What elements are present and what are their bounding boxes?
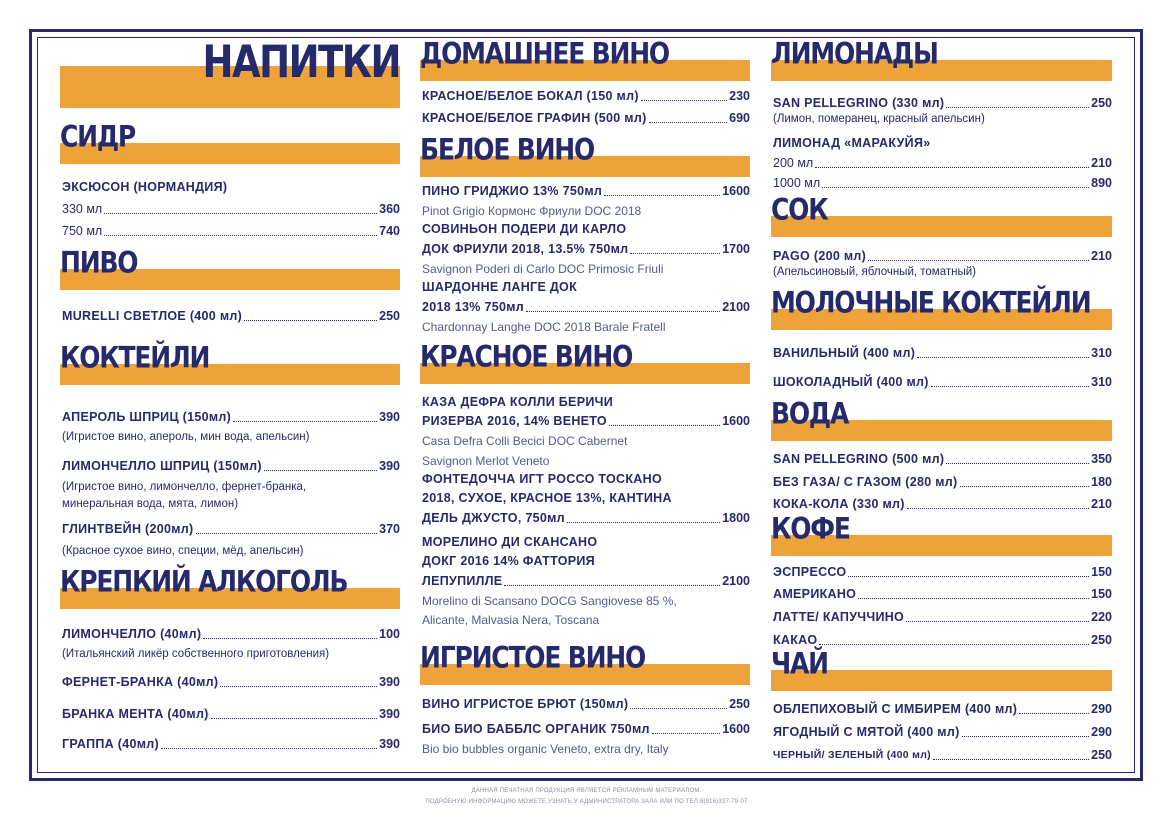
menu-item	[773, 96, 1112, 111]
menu-item	[422, 574, 750, 589]
menu-item	[62, 202, 400, 217]
menu-item	[422, 242, 750, 257]
item-price: 740	[379, 224, 400, 238]
menu-item	[422, 697, 750, 712]
item-price: 390	[379, 737, 400, 751]
section-title-lemonades: ЛИМОНАДЫ	[771, 36, 938, 71]
menu-item	[773, 176, 1112, 191]
menu-item	[422, 722, 750, 737]
item-label-line: СОВИНЬОН ПОДЕРИ ДИ КАРЛО	[422, 222, 627, 236]
item-description: (Игристое вино, апероль, мин вода, апельсин)	[62, 431, 310, 443]
item-price: 290	[1091, 725, 1112, 739]
menu-item	[422, 511, 750, 526]
item-label: SAN PELLEGRINO (330 мл)	[773, 96, 945, 110]
menu-item	[62, 522, 400, 537]
item-label: 1000 мл	[773, 176, 821, 190]
menu-item	[773, 346, 1112, 361]
item-description: (Лимон, померанец, красный апельсин)	[773, 113, 985, 125]
menu-item	[773, 475, 1112, 490]
item-price: 210	[1091, 497, 1112, 511]
footer-disclaimer: ДАННАЯ ПЕЧАТНАЯ ПРОДУКЦИЯ ЯВЛЯЕТСЯ РЕКЛАМНЫМ МАТЕРИАЛОМ.	[471, 788, 702, 794]
item-label: 2018 13% 750мл	[422, 300, 525, 314]
item-description: (Итальянский ликёр собственного приготовления)	[62, 648, 330, 660]
item-label: ФЕРНЕТ-БРАНКА (40мл)	[62, 675, 219, 689]
menu-item	[422, 111, 750, 126]
item-price: 1600	[722, 414, 750, 428]
item-label-line: КАЗА ДЕФРА КОЛЛИ БЕРИЧИ	[422, 395, 613, 409]
item-label: АПЕРОЛЬ ШПРИЦ (150мл)	[62, 410, 232, 424]
menu-item	[773, 748, 1112, 763]
item-label: ДЕЛЬ ДЖУСТО, 750мл	[422, 511, 565, 525]
menu-item	[422, 414, 750, 429]
item-latin-name: Bio bio bubbles organic Veneto, extra dry, Italy	[422, 742, 669, 756]
section-title-cider: СИДР	[60, 119, 136, 154]
section-title-sparkling: ИГРИСТОЕ ВИНО	[420, 640, 646, 675]
item-price: 690	[729, 111, 750, 125]
item-label: ЭСПРЕССО	[773, 565, 847, 579]
item-label: КРАСНОЕ/БЕЛОЕ БОКАЛ (150 мл)	[422, 89, 639, 103]
menu-item	[62, 224, 400, 239]
section-title-juice: СОК	[771, 192, 828, 227]
item-price: 230	[729, 89, 750, 103]
item-price: 1800	[722, 511, 750, 525]
item-description: (Апельсиновый, яблочный, томатный)	[773, 266, 976, 278]
menu-item	[773, 375, 1112, 390]
item-price: 390	[379, 675, 400, 689]
item-latin-name: Savignon Merlot Veneto	[422, 454, 550, 468]
menu-item	[773, 249, 1112, 264]
section-title-coffee: КОФЕ	[771, 511, 850, 546]
item-label: ПИНО ГРИДЖИО 13% 750мл	[422, 184, 603, 198]
menu-item	[62, 737, 400, 752]
section-title-water: ВОДА	[771, 396, 849, 431]
item-latin-name: Pinot Grigio Кормонс Фриули DOC 2018	[422, 204, 642, 218]
item-latin-name: Savignon Poderi di Carlo DOC Primosic Friuli	[422, 262, 664, 276]
item-description: (Красное сухое вино, специи, мёд, апельсин)	[62, 545, 304, 557]
item-label: ЧЕРНЫЙ/ ЗЕЛЕНЫЙ (400 мл)	[773, 749, 931, 761]
item-label: 750 мл	[62, 224, 103, 238]
item-price: 1700	[722, 242, 750, 256]
item-label: PAGO (200 мл)	[773, 249, 867, 263]
menu-item	[773, 497, 1112, 512]
menu-item	[62, 459, 400, 474]
item-label: 330 мл	[62, 202, 103, 216]
item-label-line: МОРЕЛИНО ДИ СКАНСАНО	[422, 535, 598, 549]
section-title-house-wine: ДОМАШНЕЕ ВИНО	[420, 36, 669, 71]
item-price: 150	[1091, 587, 1112, 601]
menu-item	[422, 89, 750, 104]
item-price: 390	[379, 410, 400, 424]
item-label: БЕЗ ГАЗА/ С ГАЗОМ (280 мл)	[773, 475, 958, 489]
item-label: ЛЕПУПИЛЛЕ	[422, 574, 503, 588]
item-label: ВАНИЛЬНЫЙ (400 мл)	[773, 346, 916, 360]
item-price: 360	[379, 202, 400, 216]
item-price: 2100	[722, 300, 750, 314]
item-price: 390	[379, 707, 400, 721]
item-label-line: ФОНТЕДОЧЧА ИГТ РОССО ТОСКАНО	[422, 472, 662, 486]
item-label: ЛАТТЕ/ КАПУЧЧИНО	[773, 610, 905, 624]
item-label-line: ШАРДОННЕ ЛАНГЕ ДОК	[422, 280, 578, 294]
page-title: НАПИТКИ	[202, 36, 400, 88]
item-label: ЛИМОНЧЕЛЛО (40мл)	[62, 627, 202, 641]
item-label-line: 2018, СУХОЕ, КРАСНОЕ 13%, КАНТИНА	[422, 491, 672, 505]
section-title-white-wine: БЕЛОЕ ВИНО	[420, 132, 595, 167]
item-label: КОКА-КОЛА (330 мл)	[773, 497, 905, 511]
item-label: MURELLI СВЕТЛОЕ (400 мл)	[62, 309, 243, 323]
item-label: ГРАППА (40мл)	[62, 737, 159, 751]
menu-item	[773, 156, 1112, 171]
item-label: КАКАО	[773, 633, 818, 647]
item-label: ОБЛЕПИХОВЫЙ С ИМБИРЕМ (400 мл)	[773, 702, 1018, 716]
item-price: 390	[379, 459, 400, 473]
item-label: ЛИМОНЧЕЛЛО ШПРИЦ (150мл)	[62, 459, 262, 473]
item-label: ВИНО ИГРИСТОЕ БРЮТ (150мл)	[422, 697, 629, 711]
item-label: КРАСНОЕ/БЕЛОЕ ГРАФИН (500 мл)	[422, 111, 647, 125]
item-price: 150	[1091, 565, 1112, 579]
item-latin-name: Chardonnay Langhe DOC 2018 Barale Fratell	[422, 320, 666, 334]
item-price: 250	[379, 309, 400, 323]
item-label: ШОКОЛАДНЫЙ (400 мл)	[773, 375, 929, 389]
item-price: 250	[729, 697, 750, 711]
item-price: 1600	[722, 184, 750, 198]
section-title-tea: ЧАЙ	[771, 646, 828, 681]
item-label-line: ЛИМОНАД «МАРАКУЙЯ»	[773, 136, 931, 150]
item-price: 310	[1091, 346, 1112, 360]
item-price: 310	[1091, 375, 1112, 389]
menu-item	[62, 675, 400, 690]
item-label: РИЗЕРВА 2016, 14% ВЕНЕТО	[422, 414, 607, 428]
item-label: 200 мл	[773, 156, 814, 170]
item-price: 250	[1091, 748, 1112, 762]
item-price: 250	[1091, 96, 1112, 110]
item-price: 220	[1091, 610, 1112, 624]
menu-item	[62, 410, 400, 425]
menu-item	[773, 610, 1112, 625]
section-title-red-wine: КРАСНОЕ ВИНО	[420, 339, 633, 374]
menu-item	[62, 309, 400, 324]
menu-item	[422, 184, 750, 199]
item-description: (Игристое вино, лимончелло, фернет-бранка,	[62, 481, 307, 493]
menu-item	[773, 565, 1112, 580]
menu-item	[62, 627, 400, 642]
item-label: ДОК ФРИУЛИ 2018, 13.5% 750мл	[422, 242, 629, 256]
item-price: 890	[1091, 176, 1112, 190]
item-price: 250	[1091, 633, 1112, 647]
menu-item	[62, 707, 400, 722]
item-label-line: ДОКГ 2016 14% ФАТТОРИЯ	[422, 554, 595, 568]
cider-item-name: ЭКСЮСОН (НОРМАНДИЯ)	[62, 180, 228, 194]
item-price: 180	[1091, 475, 1112, 489]
item-price: 290	[1091, 702, 1112, 716]
menu-item	[773, 587, 1112, 602]
item-label: БИО БИО БАББЛС ОРГАНИК 750мл	[422, 722, 650, 736]
item-latin-name: Morelino di Scansano DOCG Sangiovese 85 %,	[422, 594, 677, 608]
menu-item	[773, 452, 1112, 467]
section-title-strong: КРЕПКИЙ АЛКОГОЛЬ	[60, 564, 348, 599]
item-label: ЯГОДНЫЙ С МЯТОЙ (400 мл)	[773, 725, 960, 739]
item-price: 1600	[722, 722, 750, 736]
item-label: SAN PELLEGRINO (500 мл)	[773, 452, 945, 466]
item-price: 210	[1091, 156, 1112, 170]
section-title-milkshakes: МОЛОЧНЫЕ КОКТЕЙЛИ	[771, 285, 1091, 320]
menu-item	[773, 725, 1112, 740]
item-label: ГЛИНТВЕЙН (200мл)	[62, 522, 194, 536]
item-price: 350	[1091, 452, 1112, 466]
item-latin-name: Casa Defra Colli Becici DOC Cabernet	[422, 434, 628, 448]
item-label: АМЕРИКАНО	[773, 587, 857, 601]
item-description: минеральная вода, мята, лимон)	[62, 498, 239, 510]
section-title-beer: ПИВО	[60, 245, 138, 280]
item-price: 100	[379, 627, 400, 641]
item-price: 370	[379, 522, 400, 536]
footer-contact: ПОДРОБНУЮ ИНФОРМАЦИЮ МОЖЕТЕ УЗНАТЬ У АДМИНИСТРАТОРА ЗАЛА ИЛИ ПО ТЕЛ.8(916)337-79-07	[425, 799, 748, 805]
item-price: 2100	[722, 574, 750, 588]
item-latin-name: Alicante, Malvasia Nera, Toscana	[422, 613, 600, 627]
item-price: 210	[1091, 249, 1112, 263]
item-label: БРАНКА МЕНТА (40мл)	[62, 707, 209, 721]
menu-item	[773, 702, 1112, 717]
menu-item	[422, 300, 750, 315]
section-title-cocktails: КОКТЕЙЛИ	[60, 340, 210, 375]
